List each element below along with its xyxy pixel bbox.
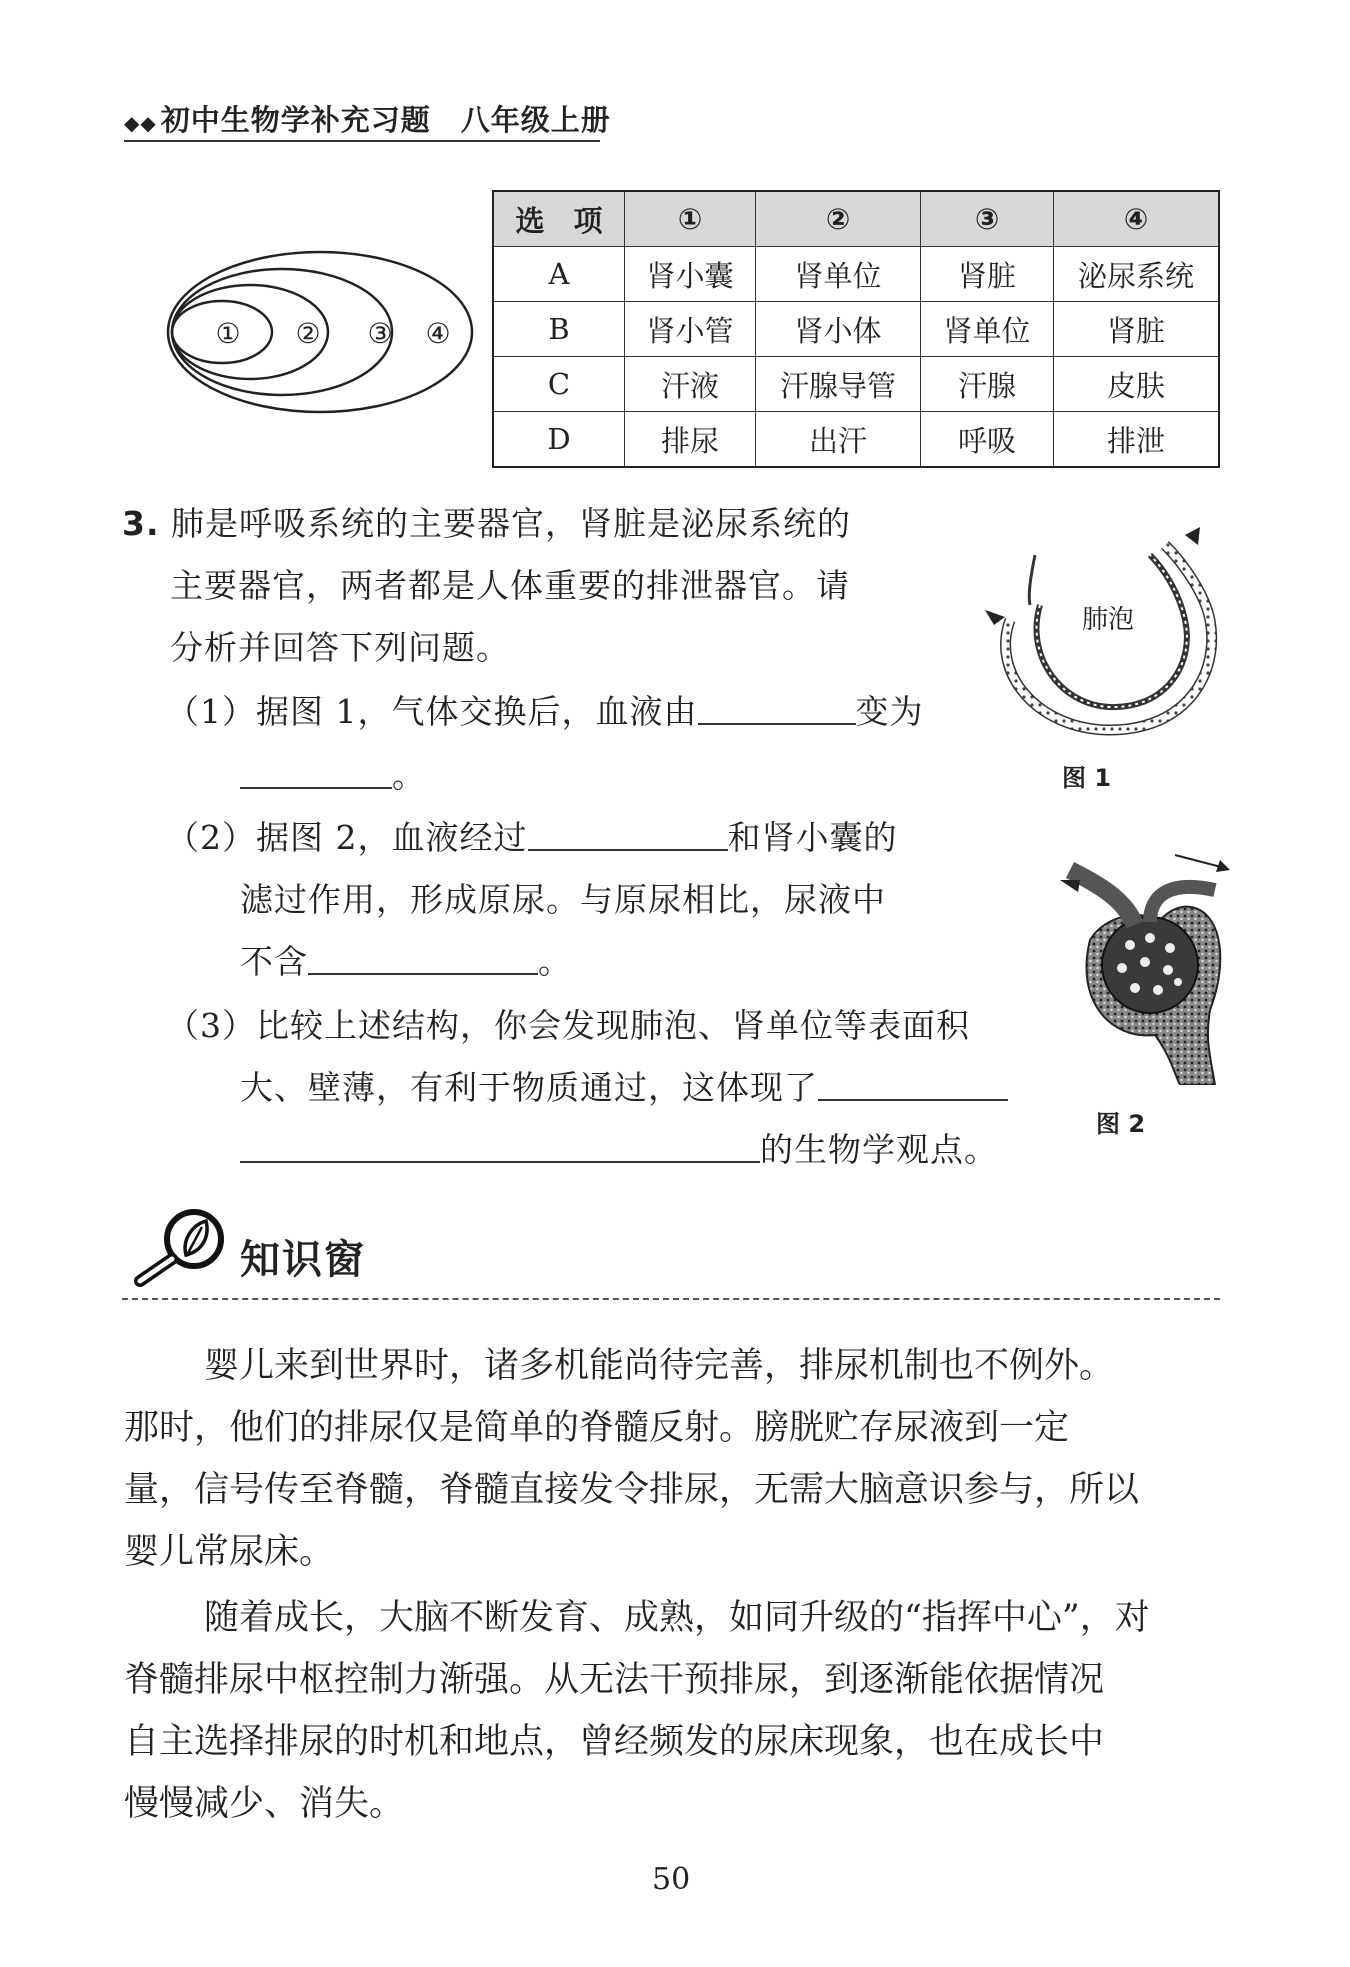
header-cell: ②: [756, 191, 921, 247]
kw-para2-line-1: 随着成长，大脑不断发育、成熟，如同升级的“指挥中心”，对: [204, 1598, 1150, 1638]
kw-para2-line-2: 脊髓排尿中枢控制力渐强。从无法干预排尿，到逐渐能依据情况: [124, 1660, 1105, 1700]
ellipse-label-1: ①: [215, 317, 241, 350]
q3-stem-text: 肺是呼吸系统的主要器官，肾脏是泌尿系统的: [171, 504, 851, 543]
part-text: 的生物学观点。: [760, 1130, 998, 1169]
ellipse-label-3: ③: [367, 317, 393, 350]
q3-part1-line-2: [240, 750, 426, 797]
table-cell: B: [493, 302, 625, 357]
arrow-out-icon: [1216, 860, 1230, 872]
q3-stem-line-2: 主要器官，两者都是人体重要的排泄器官。请: [170, 566, 850, 605]
answer-blank-2b[interactable]: [308, 943, 538, 975]
part-text: 。: [392, 756, 426, 795]
table-cell: 呼吸: [921, 412, 1054, 468]
table-cell: 肾脏: [921, 247, 1054, 302]
table-cell: 皮肤: [1054, 357, 1220, 412]
part-text: 。: [538, 942, 572, 981]
answer-blank-1a[interactable]: [698, 693, 856, 725]
table-cell: D: [493, 412, 625, 468]
knowledge-window-title: 知识窗: [240, 1237, 366, 1283]
table-cell: 出汗: [756, 412, 921, 468]
figure1-caption: 图 1: [1062, 764, 1112, 792]
table-cell: 肾小体: [756, 302, 921, 357]
wall-fragment-left: [1029, 555, 1035, 605]
q3-stem-line-1: [122, 498, 851, 545]
figure2-renal-corpuscle: [1050, 830, 1230, 1085]
header-diamond-icon: ◆◆: [124, 111, 157, 135]
nested-ellipse-diagram: [160, 248, 480, 420]
question-number: 3.: [122, 504, 160, 543]
table-cell: 汗液: [625, 357, 756, 412]
table-header-row: [493, 191, 1219, 247]
arrow-out-line: [1175, 855, 1225, 868]
options-table: [492, 190, 1220, 468]
header-cell: ③: [921, 191, 1054, 247]
page-header: [124, 98, 611, 139]
q3-part3-line-3: [240, 1124, 998, 1171]
arrow-in-icon: [985, 610, 1005, 625]
header-cell: ④: [1054, 191, 1220, 247]
glomerulus: [1102, 917, 1198, 1013]
q3-part2-line-2: 滤过作用，形成原尿。与原尿相比，尿液中: [240, 880, 886, 919]
q3-part3-line-2: [240, 1062, 1008, 1109]
part-text: 大、壁薄，有利于物质通过，这体现了: [240, 1068, 818, 1107]
figure2-caption: 图 2: [1096, 1110, 1146, 1138]
table-row: [493, 247, 1219, 302]
section-divider: [122, 1298, 1220, 1300]
q3-part1-line-1: [166, 686, 924, 733]
ellipse-label-2: ②: [295, 317, 321, 350]
alveolus-label: 肺泡: [1081, 605, 1135, 635]
table-cell: 汗腺: [921, 357, 1054, 412]
part-text: 和肾小囊的: [727, 818, 898, 857]
part-text: 比较上述结构，你会发现肺泡、肾单位等表面积: [256, 1006, 970, 1045]
table-cell: A: [493, 247, 625, 302]
table-cell: 排泄: [1054, 412, 1220, 468]
table-cell: 肾单位: [921, 302, 1054, 357]
table-row: [493, 302, 1219, 357]
header-cell: ①: [625, 191, 756, 247]
part-text: 不含: [240, 942, 308, 981]
part-text: 变为: [855, 692, 924, 731]
page-number: 50: [652, 1862, 691, 1897]
kw-para1-line-2: 那时，他们的排尿仅是简单的脊髓反射。膀胱贮存尿液到一定: [124, 1408, 1070, 1448]
part-text: 据图 2，血液经过: [256, 818, 528, 857]
table-cell: C: [493, 357, 625, 412]
table-cell: 肾脏: [1054, 302, 1220, 357]
q3-part2-line-1: [166, 812, 898, 859]
kw-para1-line-1: 婴儿来到世界时，诸多机能尚待完善，排尿机制也不例外。: [204, 1346, 1115, 1386]
table-row: [493, 412, 1219, 468]
arrow-in-icon: [1060, 880, 1080, 892]
kw-para1-line-4: 婴儿常尿床。: [124, 1532, 335, 1572]
header-cell: 选 项: [493, 191, 625, 247]
answer-blank-3b[interactable]: [240, 1131, 760, 1163]
grade-label: 八年级上册: [460, 103, 611, 137]
part-label: （2）: [166, 818, 256, 857]
afferent-arteriole: [1070, 870, 1135, 925]
table-cell: 肾单位: [756, 247, 921, 302]
magnifier-leaf-icon: [126, 1205, 236, 1287]
kw-para1-line-3: 量，信号传至脊髓，脊髓直接发令排尿，无需大脑意识参与，所以: [124, 1470, 1140, 1510]
table-cell: 肾小管: [625, 302, 756, 357]
arrow-out-icon: [1185, 527, 1200, 545]
table-row: [493, 357, 1219, 412]
answer-blank-3a[interactable]: [818, 1069, 1008, 1101]
table-cell: 泌尿系统: [1054, 247, 1220, 302]
table-cell: 排尿: [625, 412, 756, 468]
part-label: （1）: [166, 692, 256, 731]
ellipse-label-4: ④: [425, 317, 451, 350]
figure1-alveolus: [980, 525, 1230, 740]
book-title: 初中生物学补充习题: [160, 103, 431, 137]
header-underline: [124, 140, 600, 142]
q3-part3-line-1: [166, 1000, 970, 1047]
q3-stem-line-3: 分析并回答下列问题。: [170, 628, 510, 667]
q3-part2-line-3: [240, 936, 572, 983]
answer-blank-2a[interactable]: [528, 819, 728, 851]
kw-para2-line-3: 自主选择排尿的时机和地点，曾经频发的尿床现象，也在成长中: [124, 1722, 1105, 1762]
part-label: （3）: [166, 1006, 256, 1045]
answer-blank-1b[interactable]: [240, 757, 392, 789]
part-text: 据图 1，气体交换后，血液由: [256, 692, 698, 731]
table-cell: 肾小囊: [625, 247, 756, 302]
table-cell: 汗腺导管: [756, 357, 921, 412]
kw-para2-line-4: 慢慢减少、消失。: [124, 1784, 405, 1824]
